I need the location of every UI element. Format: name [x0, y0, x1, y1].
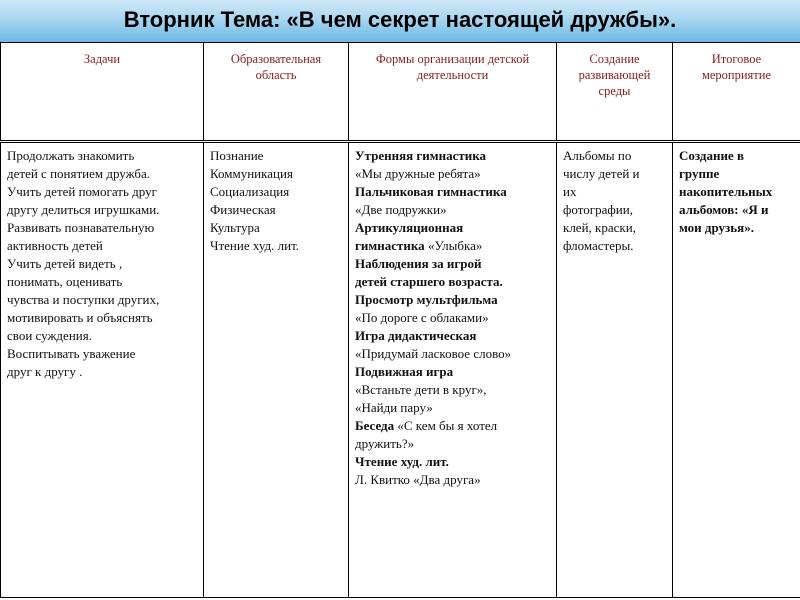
activity-line: Наблюдения за игрой: [355, 255, 482, 271]
header-final-event: Итоговое мероприятие: [673, 43, 800, 141]
area-line: Социализация: [210, 183, 290, 199]
tasks-line: свои суждения.: [7, 327, 92, 343]
activity-line: «Встаньте дети в круг»,: [355, 381, 487, 397]
tasks-line: друг к другу .: [7, 363, 83, 379]
activity-line: Чтение худ. лит.: [355, 453, 449, 469]
activity-line: гимнастика «Улыбка»: [355, 237, 483, 253]
activity-line: дружить?»: [355, 435, 415, 451]
environment-line: их: [563, 183, 577, 199]
tasks-line: понимать, оценивать: [7, 273, 123, 289]
plan-table-wrapper: [0, 42, 800, 598]
plan-table: [0, 43, 800, 597]
activity-line: Беседа «С кем бы я хотел: [355, 417, 498, 433]
tasks-line: Продолжать знакомить: [7, 147, 135, 163]
tasks-line: Воспитывать уважение: [7, 345, 136, 361]
environment-line: фломастеры.: [563, 237, 634, 253]
tasks-line: другу делиться игрушками.: [7, 201, 160, 217]
area-line: Культура: [210, 219, 260, 235]
page-title: Вторник Тема: «В чем секрет настоящей дружбы».: [123, 7, 677, 32]
environment-line: Альбомы по: [563, 147, 632, 163]
final-event-line: альбомов: «Я и: [679, 201, 769, 217]
tasks-cell: [1, 141, 204, 597]
environment-line: клей, краски,: [563, 219, 636, 235]
tasks-line: Развивать познавательную: [7, 219, 155, 235]
header-tasks: Задачи: [1, 43, 204, 141]
final-event-cell: [673, 141, 800, 597]
activities-cell: [349, 141, 557, 597]
table-row: [1, 141, 800, 597]
activity-line: Просмотр мультфильма: [355, 291, 498, 307]
header-environment: Создание развивающей среды: [557, 43, 673, 141]
areas-cell: [204, 141, 349, 597]
activity-line: Л. Квитко «Два друга»: [355, 471, 481, 487]
area-line: Чтение худ. лит.: [210, 237, 300, 253]
tasks-line: мотивировать и объяснять: [7, 309, 153, 325]
activity-line: Утренняя гимнастика: [355, 147, 487, 163]
final-event-line: мои друзья».: [679, 219, 754, 235]
environment-line: фотографии,: [563, 201, 633, 217]
activity-line: Артикуляционная: [355, 219, 464, 235]
final-event-line: группе: [679, 165, 720, 181]
activity-line: «Придумай ласковое слово»: [355, 345, 512, 361]
area-line: Коммуникация: [210, 165, 293, 181]
environment-line: числу детей и: [563, 165, 640, 181]
tasks-line: Учить детей видеть ,: [7, 255, 123, 271]
activity-line: «Две подружки»: [355, 201, 447, 217]
tasks-line: Учить детей помогать друг: [7, 183, 157, 199]
environment-cell: [557, 141, 673, 597]
area-line: Познание: [210, 147, 264, 163]
tasks-line: активность детей: [7, 237, 103, 253]
activity-line: «Найди пару»: [355, 399, 433, 415]
activity-line: детей старшего возраста.: [355, 273, 503, 289]
header-activity-forms: Формы организации детской деятельности: [349, 43, 557, 141]
activity-line: «Мы дружные ребята»: [355, 165, 481, 181]
area-line: Физическая: [210, 201, 276, 217]
tasks-line: чувства и поступки других,: [7, 291, 160, 307]
final-event-line: Создание в: [679, 147, 744, 163]
tasks-line: детей с понятием дружба.: [7, 165, 151, 181]
activity-line: Пальчиковая гимнастика: [355, 183, 507, 199]
activity-line: Подвижная игра: [355, 363, 454, 379]
final-event-line: накопительных: [679, 183, 773, 199]
activity-line: «По дороге с облаками»: [355, 309, 489, 325]
activity-line: Игра дидактическая: [355, 327, 477, 343]
table-header-row: [1, 43, 800, 141]
header-educational-area: Образовательная область: [204, 43, 349, 141]
